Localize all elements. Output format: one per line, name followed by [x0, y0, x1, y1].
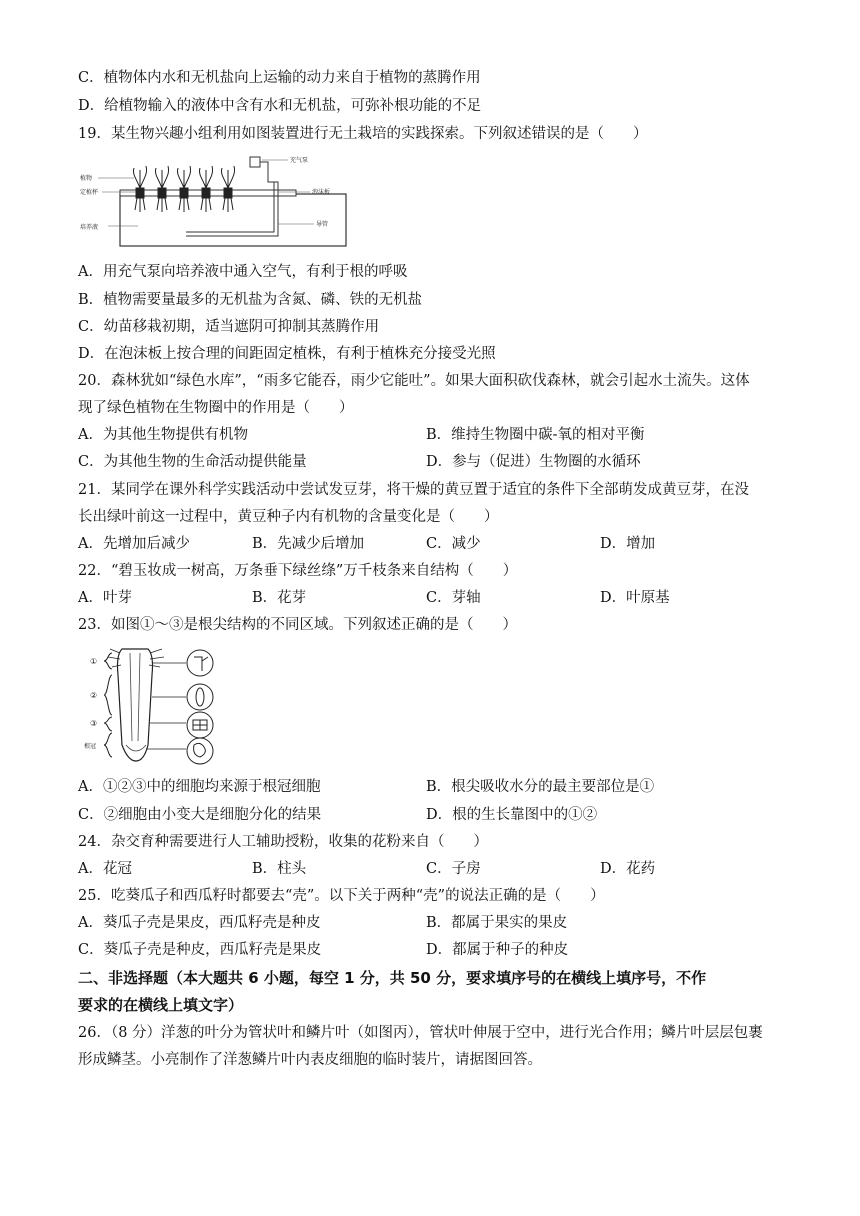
q21-option-d: D．增加	[600, 536, 656, 552]
q25-option-b: B．都属于果实的果皮	[426, 915, 568, 931]
q23-option-b: B．根尖吸收水分的最主要部位是①	[426, 779, 655, 795]
q20-stem-line2: 现了绿色植物在生物圈中的作用是（ ）	[78, 400, 354, 416]
container-outline	[120, 194, 346, 246]
q21-option-a: A．先增加后减少	[78, 536, 190, 552]
label-pipe: 导管	[316, 221, 329, 228]
label-region-1: ①	[90, 657, 98, 666]
hydroponics-figure	[78, 152, 348, 250]
brace-cap	[104, 733, 112, 757]
q25-option-a: A．葵瓜子壳是果皮，西瓜籽壳是种皮	[78, 915, 321, 931]
q25-stem: 25．吃葵瓜子和西瓜籽时都要去“壳”。以下关于两种“壳”的说法正确的是（ ）	[78, 888, 605, 904]
q24-option-a: A．花冠	[78, 861, 132, 877]
q23-option-c: C．②细胞由小变大是细胞分化的结果	[78, 807, 322, 823]
root-tip-figure	[82, 645, 222, 767]
label-root-cap: 根冠	[84, 743, 97, 750]
q22-option-d: D．叶原基	[600, 590, 670, 606]
q24-option-c: C．子房	[426, 861, 481, 877]
plants	[133, 166, 234, 212]
q21-stem-line2: 长出绿叶前这一过程中，黄豆种子内有机物的含量变化是（ ）	[78, 509, 499, 525]
q25-option-c: C．葵瓜子壳是种皮，西瓜籽壳是果皮	[78, 942, 322, 958]
q20-option-c: C．为其他生物的生命活动提供能量	[78, 454, 307, 470]
label-air-pump: 充气泵	[290, 157, 309, 164]
section2-heading-line1: 二、非选择题（本大题共 6 小题，每空 1 分，共 50 分，要求填序号的在横线上填序号，不作	[78, 969, 707, 987]
q20-option-b: B．维持生物圈中碳-氧的相对平衡	[426, 427, 645, 443]
label-nutrient-solution: 培养液	[80, 224, 99, 231]
q18-option-c: C．植物体内水和无机盐向上运输的动力来自于植物的蒸腾作用	[78, 70, 481, 86]
q19-stem: 19．某生物兴趣小组利用如图装置进行无土栽培的实践探索。下列叙述错误的是（ ）	[78, 126, 648, 142]
q22-option-a: A．叶芽	[78, 590, 132, 606]
q19-option-b: B．植物需要量最多的无机盐为含氮、磷、铁的无机盐	[78, 292, 423, 308]
brace-2	[104, 675, 112, 715]
q22-option-b: B．花芽	[252, 590, 307, 606]
label-foam-board: 泡沫板	[312, 189, 331, 196]
q23-option-d: D．根的生长靠图中的①②	[426, 807, 598, 823]
q24-option-d: D．花药	[600, 861, 656, 877]
q20-option-a: A．为其他生物提供有机物	[78, 427, 248, 443]
q20-stem-line1: 20．森林犹如“绿色水库”，“雨多它能吞，雨少它能吐”。如果大面积砍伐森林，就会引起水土流失。这体	[78, 373, 750, 389]
label-region-3: ③	[90, 719, 98, 728]
air-pump	[250, 157, 260, 167]
cell-circle-cap	[187, 738, 213, 764]
q24-option-b: B．柱头	[252, 861, 307, 877]
q20-option-d: D．参与（促进）生物圈的水循环	[426, 454, 641, 470]
label-region-2: ②	[90, 691, 98, 700]
q19-option-a: A．用充气泵向培养液中通入空气，有利于根的呼吸	[78, 264, 408, 280]
q24-stem: 24．杂交育种需要进行人工辅助授粉，收集的花粉来自（ ）	[78, 834, 488, 850]
section2-heading-line2: 要求的在横线上填文字）	[78, 996, 244, 1014]
q19-option-d: D．在泡沫板上按合理的间距固定植株，有利于植株充分接受光照	[78, 346, 496, 362]
q19-option-c: C．幼苗移栽初期，适当遮阴可抑制其蒸腾作用	[78, 319, 380, 335]
q23-option-a: A．①②③中的细胞均来源于根冠细胞	[78, 779, 321, 795]
q26-stem-line2: 形成鳞茎。小亮制作了洋葱鳞片叶内表皮细胞的临时装片，请据图回答。	[78, 1052, 542, 1068]
q18-option-d: D．给植物输入的液体中含有水和无机盐，可弥补根功能的不足	[78, 98, 482, 114]
q22-option-c: C．芽轴	[426, 590, 481, 606]
brace-3	[104, 717, 112, 731]
q23-stem: 23．如图①～③是根尖结构的不同区域。下列叙述正确的是（ ）	[78, 617, 517, 633]
root-outline	[118, 649, 153, 761]
q26-stem-line1: 26．（8 分）洋葱的叶分为管状叶和鳞片叶（如图丙），管状叶伸展于空中，进行光合作用；鳞片叶层层包裹	[78, 1025, 763, 1041]
q21-stem-line1: 21．某同学在课外科学实践活动中尝试发豆芽，将干燥的黄豆置于适宜的条件下全部萌发成黄豆芽，在没	[78, 482, 749, 498]
q21-option-c: C．减少	[426, 536, 481, 552]
label-plant: 植物	[80, 175, 93, 182]
brace-1	[104, 653, 112, 669]
label-fixing-cup: 定植杯	[80, 189, 99, 196]
q21-option-b: B．先减少后增加	[252, 536, 365, 552]
q22-stem: 22．“碧玉妆成一树高，万条垂下绿丝绦”万千枝条来自结构（ ）	[78, 563, 518, 579]
cell-circle-1	[187, 650, 213, 676]
q25-option-d: D．都属于种子的种皮	[426, 942, 569, 958]
